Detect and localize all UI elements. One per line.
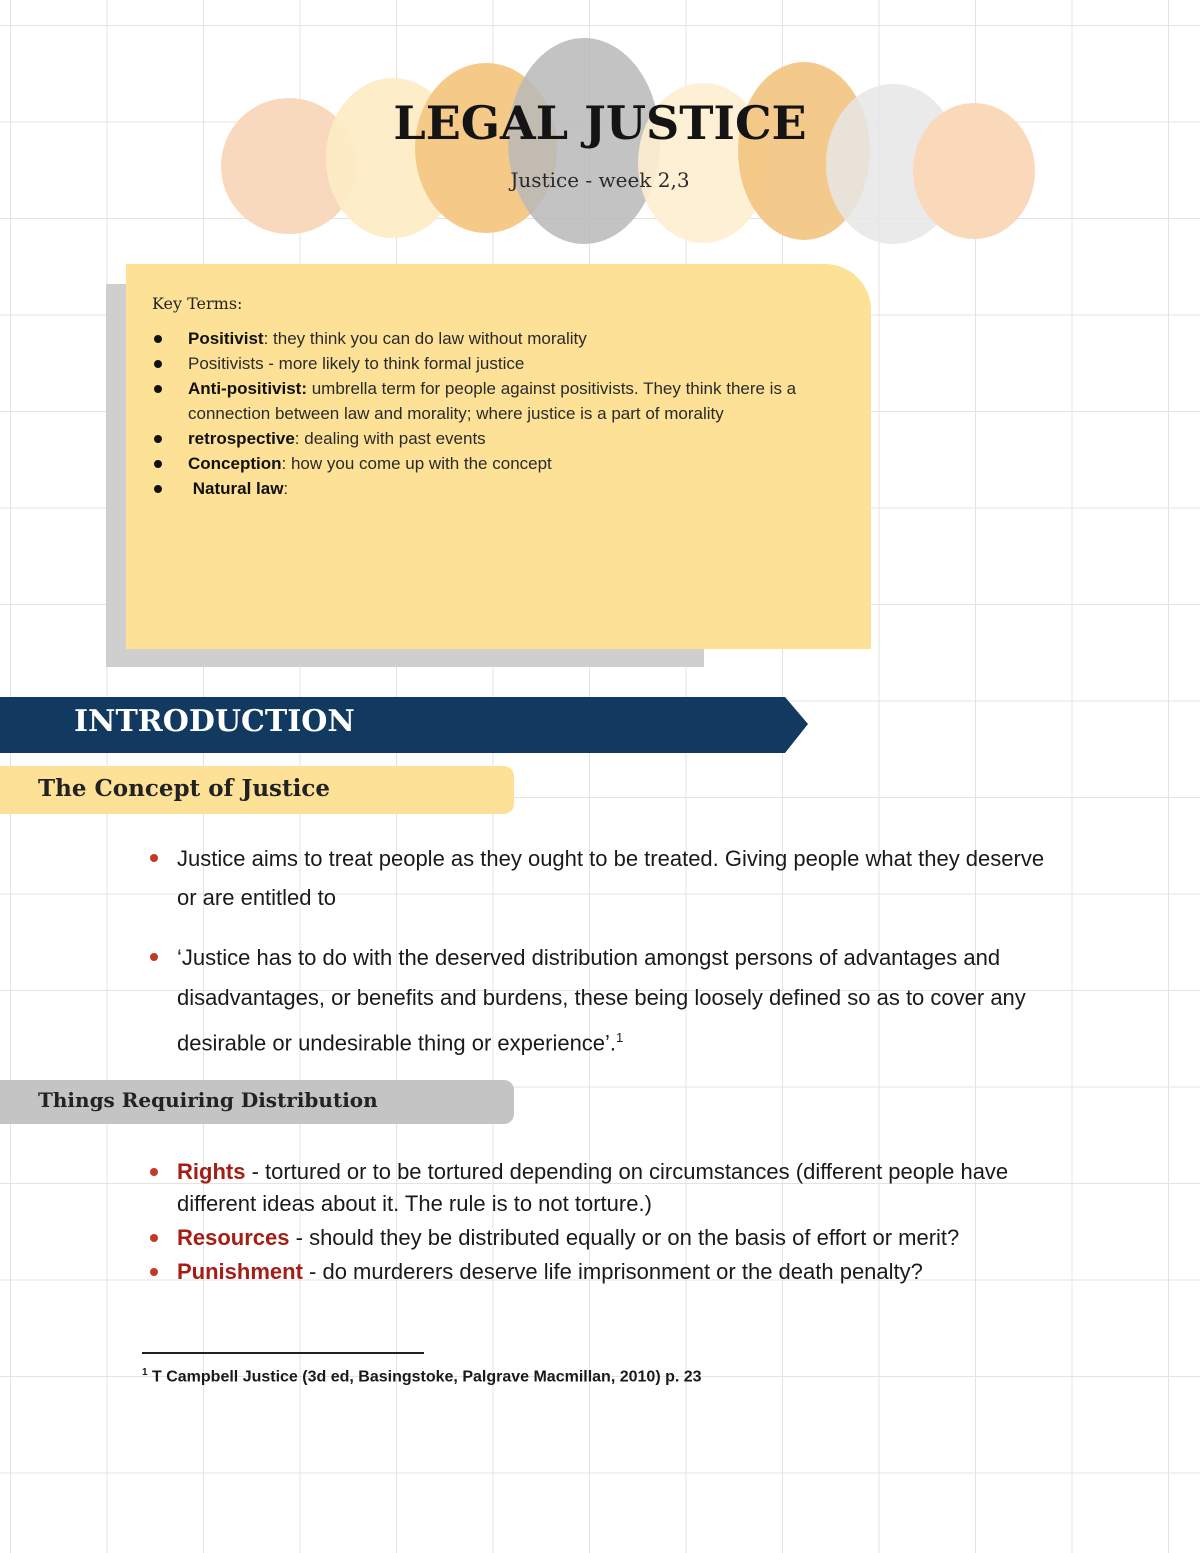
footnote-ref: 1: [616, 1030, 624, 1045]
key-terms-list: [152, 326, 832, 501]
distribution-section-heading: Things Requiring Distribution: [38, 1088, 378, 1112]
key-term-name: Anti-positivist:: [188, 379, 307, 398]
distribution-term: Resources: [177, 1225, 290, 1250]
bullet-icon: [154, 460, 162, 468]
key-term-name: Conception: [188, 454, 282, 473]
decor-circle: [913, 103, 1035, 239]
key-term-definition: they think you can do law without morality: [268, 329, 587, 348]
list-item: [148, 1156, 1048, 1220]
footnote-text: T Campbell Justice (3d ed, Basingstoke, Palgrave Macmillan, 2010) p. 23: [147, 1368, 702, 1386]
key-term-item: [152, 326, 832, 351]
concept-section-heading: The Concept of Justice: [38, 775, 330, 802]
introduction-heading: INTRODUCTION: [74, 704, 355, 739]
page-subtitle: Justice - week 2,3: [510, 168, 690, 192]
list-item: [148, 1222, 1048, 1254]
key-term-item: [152, 351, 832, 376]
concept-bullets: [148, 839, 1048, 1063]
bullet-text: ‘Justice has to do with the deserved distribution amongst persons of advantages and disadvantages, or benefits and burdens, these being loosely defined so as to cover any desirable or undesirable thing or experience’.: [177, 945, 1026, 1056]
bullet-icon: [154, 335, 162, 343]
key-term-name: retrospective: [188, 429, 295, 448]
distribution-text: - should they be distributed equally or on the basis of effort or merit?: [289, 1225, 960, 1250]
bullet-icon: [150, 1168, 158, 1176]
distribution-text: - do murderers deserve life imprisonment or the death penalty?: [302, 1259, 923, 1284]
footnote-marker: 1: [142, 1367, 148, 1378]
list-item: [148, 1256, 1048, 1288]
bullet-icon: [154, 435, 162, 443]
key-term-item: [152, 426, 832, 451]
bullet-icon: [154, 485, 162, 493]
distribution-text: - tortured or to be tortured depending on circumstances (different people have different ideas about it. The rule is to not torture.): [177, 1159, 1009, 1216]
bullet-icon: [154, 385, 162, 393]
bullet-text: Justice aims to treat people as they ought to be treated. Giving people what they deserve or are entitled to: [177, 846, 1045, 910]
key-term-sep: :: [283, 479, 289, 498]
key-term-name: Natural law: [188, 479, 284, 498]
footnote: [142, 1367, 702, 1386]
distribution-bullets: [148, 1156, 1048, 1288]
list-item: [148, 938, 1048, 1063]
bullet-icon: [150, 1234, 158, 1242]
key-term-definition: umbrella term for people against positivists. They think there is a connection between law and morality; where justice is a part of morality: [188, 379, 797, 423]
list-item: [148, 839, 1048, 917]
key-term-sep: :: [294, 429, 300, 448]
key-term-definition: Positivists - more likely to think formal justice: [188, 354, 525, 373]
bullet-icon: [150, 854, 158, 862]
key-term-definition: how you come up with the concept: [286, 454, 552, 473]
key-term-item: [152, 451, 832, 476]
key-term-name: Positivist: [188, 329, 264, 348]
key-terms-heading: Key Terms:: [152, 294, 243, 313]
page-title: LEGAL JUSTICE: [393, 96, 807, 150]
bullet-icon: [150, 953, 158, 961]
key-term-definition: dealing with past events: [299, 429, 486, 448]
key-terms-box: [126, 264, 871, 649]
key-term-item: [152, 376, 832, 426]
key-term-sep: :: [263, 329, 269, 348]
bullet-icon: [154, 360, 162, 368]
key-term-sep: :: [281, 454, 287, 473]
bullet-icon: [150, 1268, 158, 1276]
distribution-term: Punishment: [177, 1259, 303, 1284]
key-term-item: [152, 476, 832, 501]
distribution-term: Rights: [177, 1159, 246, 1184]
footnote-divider: [142, 1352, 424, 1354]
